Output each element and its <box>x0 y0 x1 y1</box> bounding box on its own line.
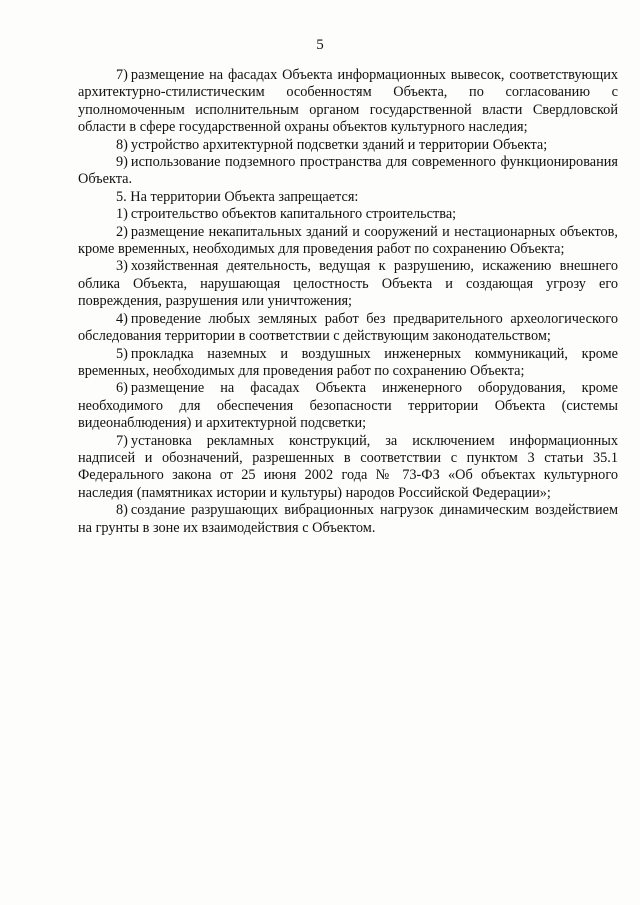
list-item <box>78 258 618 310</box>
item-number: 2) <box>116 223 128 240</box>
list-item <box>78 206 618 223</box>
list-item <box>78 311 618 346</box>
item-text: размещение на фасадах Объекта информационных вывесок, соответствующих архитектурно-стилистическим особенностям Объекта, по согласованию с уполномоченным исполнительным органом государственной власти Свердловской области в сфере государственной охраны объектов культурного наследия; <box>78 67 618 136</box>
list-item <box>78 67 618 137</box>
item-text: устройство архитектурной подсветки зданий и территории Объекта; <box>130 136 548 153</box>
list-item <box>78 502 618 537</box>
item-text: размещение на фасадах Объекта инженерного оборудования, кроме необходимого для обеспечения безопасности территории Объекта (системы видеонаблюдения) и архитектурной подсветки; <box>78 380 618 432</box>
item-number: 3) <box>116 258 128 275</box>
list-item <box>78 137 618 154</box>
item-number: 4) <box>116 310 128 327</box>
item-number: 7) <box>116 432 128 449</box>
list-item <box>78 224 618 259</box>
list-item <box>78 346 618 381</box>
item-number: 1) <box>116 206 128 223</box>
item-number: 8) <box>116 136 128 153</box>
item-text: использование подземного пространства для современного функционирования Объекта. <box>78 154 618 188</box>
page-number: 5 <box>316 37 324 53</box>
item-number: 6) <box>116 380 128 397</box>
list-item <box>78 433 618 503</box>
item-number: 9) <box>116 154 128 171</box>
item-number: 8) <box>116 502 128 519</box>
document-body <box>78 67 618 537</box>
item-text: хозяйственная деятельность, ведущая к разрушению, искажению внешнего облика Объекта, нарушающая целостность Объекта и создающая угрозу его повреждения, разрушения или уничтожения; <box>78 258 618 310</box>
list-item <box>78 380 618 432</box>
item-text: проведение любых земляных работ без предварительного археологического обследования территории в соответствии с действующим законодательством; <box>78 310 618 345</box>
item-number: 7) <box>116 67 128 83</box>
section-heading: 5. На территории Объекта запрещается: <box>116 188 359 205</box>
item-text: установка рекламных конструкций, за исключением информационных надписей и обозначений, разрешенных в соответствии с пунктом 3 статьи 35.1 Федерального закона от 25 июня 2002 года № 73-ФЗ «Об объектах культурного наследия (памятниках истории и культуры) народов Российской Федерации»; <box>78 432 618 501</box>
item-number: 5) <box>116 345 128 362</box>
item-text: прокладка наземных и воздушных инженерных коммуникаций, кроме временных, необходимых для проведения работ по сохранению Объекта; <box>78 345 618 379</box>
list-item <box>78 154 618 189</box>
item-text: создание разрушающих вибрационных нагрузок динамическим воздействием на грунты в зоне их взаимодействия с Объектом. <box>78 502 618 536</box>
item-text: размещение некапитальных зданий и сооружений и нестационарных объектов, кроме временных, необходимых для проведения работ по сохранению Объекта; <box>78 223 618 258</box>
item-text: строительство объектов капитального строительства; <box>130 206 457 223</box>
